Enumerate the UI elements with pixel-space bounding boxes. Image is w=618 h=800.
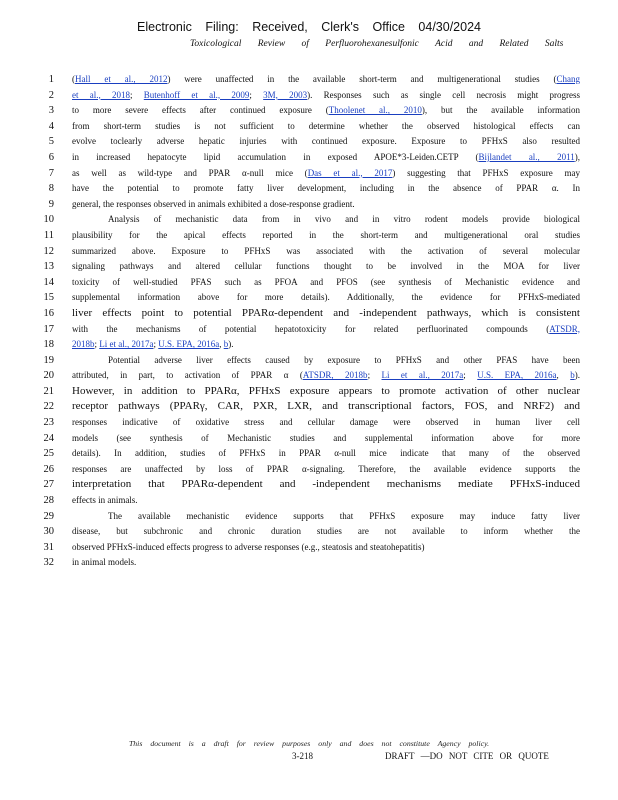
text-line — [38, 212, 580, 228]
text-segment: to more severe effects after continued exposure ( — [72, 105, 329, 116]
filing-header: Electronic Filing: Received, Clerk's Office 04/30/2024 — [137, 20, 481, 34]
line-text — [72, 197, 580, 213]
line-number: 27 — [43, 479, 54, 491]
text-segment: in increased hepatocyte lipid accumulation in exposed APOE*3-Leiden.CETP ( — [72, 151, 479, 162]
line-number: 18 — [43, 339, 54, 351]
text-segment: Potential adverse liver effects caused by exposure to PFHxS and other PFAS have been — [108, 354, 580, 365]
document-title: Toxicological Review of Perfluorohexanesulfonic Acid and Related Salts — [190, 39, 564, 49]
line-text — [72, 306, 580, 322]
line-text — [72, 119, 580, 135]
text-line — [38, 337, 548, 353]
text-segment: ; — [94, 339, 100, 350]
line-number: 25 — [43, 448, 54, 460]
text-line — [38, 103, 580, 119]
line-text — [72, 259, 580, 275]
line-text — [72, 524, 580, 540]
text-segment: have the potential to promote fatty liver development, including in the absence of PPAR α. In — [72, 183, 580, 194]
line-text — [72, 384, 580, 400]
text-segment: , — [556, 370, 571, 381]
citation-link[interactable]: Li et al., 2017a — [99, 339, 154, 350]
text-segment: responses are unaffected by loss of PPAR α-signaling. Therefore, the available evidence supports the — [72, 463, 580, 474]
text-segment: The available mechanistic evidence supports that PFHxS exposure may induce fatty liver — [108, 510, 580, 521]
line-number: 12 — [43, 245, 54, 257]
line-text — [108, 212, 580, 228]
line-number: 7 — [48, 167, 54, 179]
text-line — [38, 181, 580, 197]
citation-link[interactable]: Hall et al., 2012 — [75, 74, 168, 84]
text-segment: responses indicative of oxidative stress and cellular damage were observed in human liver cell — [72, 417, 580, 428]
text-line — [38, 166, 580, 182]
citation-link[interactable]: Das et al., 2017 — [307, 167, 393, 178]
text-segment: ). — [574, 370, 580, 381]
text-segment: details). In addition, studies of PFHxS in PPAR α-null mice indicate that many of the observed — [72, 448, 580, 459]
line-text — [72, 181, 580, 197]
text-line — [38, 509, 580, 525]
line-text — [72, 368, 580, 384]
text-line — [38, 290, 580, 306]
text-segment: plausibility for the apical effects reported in the short-term and multigenerational oral studies — [72, 229, 580, 240]
draft-disclaimer: This document is a draft for review purposes only and does not constitute Agency policy. — [128, 739, 490, 748]
line-number: 1 — [48, 74, 54, 85]
text-segment: signaling pathways and altered cellular functions thought to be involved in the MOA for liver — [72, 261, 580, 272]
text-segment: attributed, in part, to activation of PPAR α ( — [72, 370, 303, 381]
text-segment: ) suggesting that PFHxS exposure may — [392, 167, 580, 178]
text-line — [38, 384, 580, 400]
text-line — [38, 368, 580, 384]
draft-label: DRAFT —DO NOT CITE OR QUOTE — [385, 751, 549, 761]
text-segment: ; — [367, 370, 382, 381]
line-number: 9 — [48, 198, 54, 210]
line-text — [72, 150, 580, 166]
citation-link[interactable]: 3M, 2003 — [263, 89, 308, 100]
page-number: 3-218 — [292, 751, 313, 761]
text-line — [38, 134, 580, 150]
line-number: 31 — [43, 541, 54, 553]
body-text — [38, 72, 581, 571]
line-text — [72, 275, 580, 291]
line-text — [72, 88, 580, 104]
text-segment: Analysis of mechanistic data from in vivo and in vitro rodent models provide biological — [108, 214, 580, 225]
line-text — [72, 477, 580, 493]
citation-link[interactable]: ATSDR, — [549, 323, 580, 334]
text-segment: interpretation that PPARα-dependent and -independent mechanisms mediate PFHxS-induced — [72, 478, 580, 491]
text-line — [38, 353, 580, 369]
citation-link[interactable]: U.S. EPA, 2016a — [477, 370, 557, 381]
text-line — [38, 555, 548, 571]
text-segment: toxicity of well-studied PFAS such as PFOA and PFOS (see synthesis of Mechanistic evidence and — [72, 276, 580, 287]
line-text — [108, 353, 580, 369]
line-number: 28 — [43, 495, 54, 507]
text-segment: ), but the available information — [421, 105, 580, 116]
line-text — [72, 493, 580, 509]
line-number: 6 — [48, 151, 54, 163]
line-number: 20 — [43, 370, 54, 382]
citation-link[interactable]: Butenhoff et al., 2009 — [143, 89, 250, 100]
text-line — [38, 119, 580, 135]
line-text — [72, 399, 580, 415]
citation-link[interactable]: U.S. EPA, 2016a — [158, 339, 220, 350]
line-text — [72, 228, 580, 244]
text-segment: supplemental information above for more details). Additionally, the evidence for PFHxS-mediated — [72, 292, 580, 303]
text-line — [38, 72, 580, 88]
text-line — [38, 524, 580, 540]
text-line — [38, 462, 580, 478]
line-number: 21 — [43, 385, 54, 397]
text-segment: ), — [574, 151, 581, 162]
text-segment: ) were unaffected in the available short-term and multigenerational studies ( — [167, 74, 557, 84]
line-number: 22 — [43, 401, 54, 413]
text-line — [38, 477, 580, 493]
citation-link[interactable]: Thoolenet al., 2010 — [328, 105, 422, 116]
text-segment: from short-term studies is not sufficient to determine whether the observed histological effects can — [72, 120, 580, 131]
text-line — [38, 399, 580, 415]
line-text — [72, 337, 580, 353]
line-text — [72, 290, 580, 306]
text-segment: , — [219, 339, 224, 350]
text-line — [38, 259, 580, 275]
line-text — [108, 509, 580, 525]
text-segment: However, in addition to PPARα, PFHxS exposure appears to promote activation of other nuclear — [72, 384, 580, 397]
text-segment: general, the responses observed in animals exhibited a dose-response gradient. — [72, 198, 355, 209]
text-line — [38, 275, 580, 291]
line-text — [72, 446, 580, 462]
text-segment: evolve toclearly adverse hepatic injuries with continued exposure. Exposure to PFHxS also resulted — [72, 136, 580, 147]
text-line — [38, 244, 580, 260]
line-number: 10 — [43, 214, 54, 226]
line-number: 19 — [43, 354, 54, 366]
line-text — [72, 72, 580, 88]
text-segment: as well as wild-type and PPAR α-null mice ( — [72, 167, 308, 178]
line-number: 17 — [43, 323, 54, 335]
text-segment: with the mechanisms of potential hepatotoxicity for related perfluorinated compounds ( — [72, 323, 550, 334]
line-number: 3 — [48, 105, 54, 117]
line-text — [72, 322, 580, 338]
citation-link[interactable]: Li et al., 2017a — [381, 370, 464, 381]
text-segment: models (see synthesis of Mechanistic studies and supplemental information above for more — [72, 432, 580, 443]
text-segment: ). Responses such as single cell necrosis might progress — [307, 89, 580, 100]
text-line — [38, 493, 548, 509]
line-number: 16 — [43, 307, 54, 319]
line-number: 11 — [43, 229, 54, 241]
line-number: 5 — [48, 136, 54, 148]
citation-link[interactable]: et al., 2018 — [72, 89, 131, 100]
text-segment: ; — [153, 339, 159, 350]
text-line — [38, 540, 548, 556]
line-number: 4 — [48, 120, 54, 132]
line-text — [72, 103, 580, 119]
text-segment: disease, but subchronic and chronic duration studies are not available to inform whether the — [72, 526, 580, 537]
text-segment: receptor pathways (PPARγ, CAR, PXR, LXR, and transcriptional factors, FOS, and NRF2) and — [72, 400, 580, 413]
line-number: 13 — [43, 261, 54, 273]
line-number: 26 — [43, 463, 54, 475]
line-number: 15 — [43, 292, 54, 304]
text-line — [38, 88, 580, 104]
text-line — [38, 322, 580, 338]
line-text — [72, 555, 580, 571]
text-segment: in animal models. — [72, 557, 137, 568]
line-text — [72, 134, 580, 150]
text-segment: ; — [463, 370, 478, 381]
text-line — [38, 150, 581, 166]
text-segment: effects in animals. — [72, 495, 138, 506]
line-text — [72, 166, 580, 182]
text-line — [38, 228, 580, 244]
citation-link[interactable]: b — [223, 339, 229, 350]
line-number: 32 — [43, 557, 54, 569]
text-segment: ; — [249, 89, 264, 100]
line-text — [72, 462, 580, 478]
line-number: 8 — [48, 183, 54, 195]
citation-link[interactable]: b — [570, 370, 575, 381]
text-line — [38, 415, 580, 431]
text-segment: observed PFHxS-induced effects progress to adverse responses (e.g., steatosis and steatohepatitis) — [72, 541, 425, 552]
line-number: 24 — [43, 432, 54, 444]
line-text — [72, 244, 580, 260]
line-number: 29 — [43, 510, 54, 522]
line-number: 14 — [43, 276, 54, 288]
text-segment: ). — [228, 339, 234, 350]
text-line — [38, 431, 580, 447]
line-number: 23 — [43, 417, 54, 429]
citation-link[interactable]: Bijlandet al., 2011 — [478, 151, 575, 162]
citation-link[interactable]: ATSDR, 2018b — [302, 370, 368, 381]
text-line — [38, 306, 580, 322]
line-text — [72, 431, 580, 447]
citation-link[interactable]: 2018b — [72, 339, 95, 350]
citation-link[interactable]: Chang — [556, 74, 580, 84]
text-line — [38, 197, 548, 213]
line-text — [72, 540, 580, 556]
text-segment: liver effects point to potential PPARα-dependent and -independent pathways, which is consistent — [72, 306, 580, 319]
text-segment: summarized above. Exposure to PFHxS was associated with the activation of several molecular — [72, 245, 580, 256]
text-segment: ; — [130, 89, 144, 100]
text-segment: ( — [72, 74, 75, 84]
text-line — [38, 446, 580, 462]
line-number: 2 — [48, 89, 54, 101]
line-text — [72, 415, 580, 431]
line-number: 30 — [43, 526, 54, 538]
